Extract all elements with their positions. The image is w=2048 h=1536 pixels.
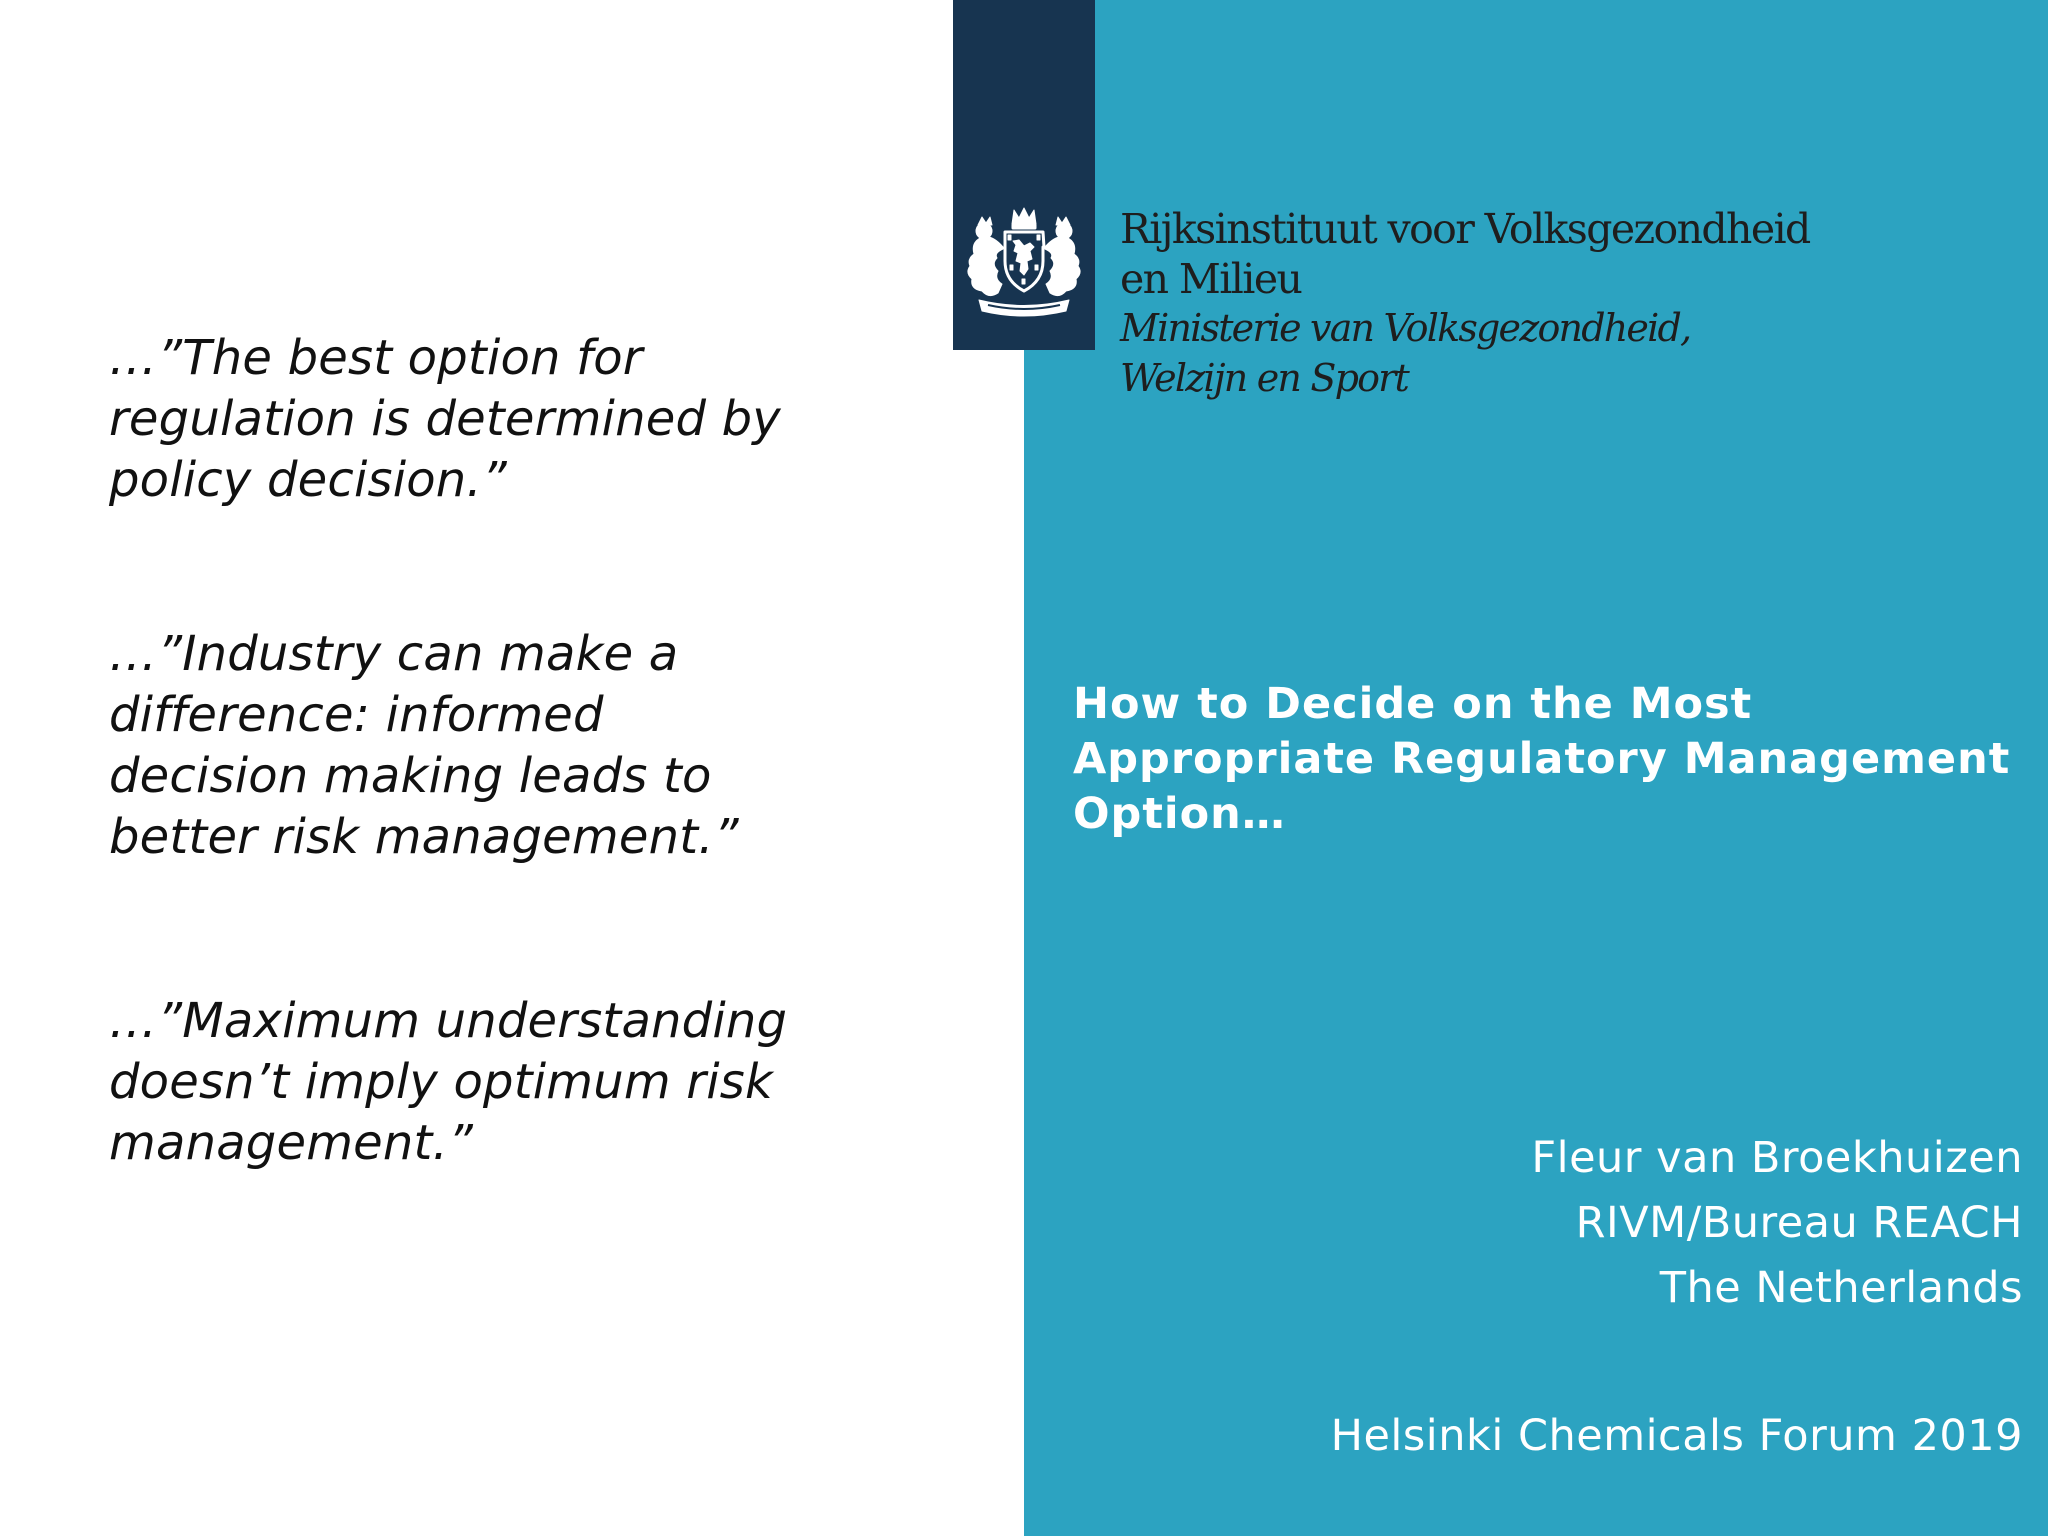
quote-3-line: …”Maximum understanding [109, 993, 788, 1049]
slide-title-line: How to Decide on the Most [1073, 679, 1753, 729]
author-country: The Netherlands [1659, 1263, 2023, 1313]
quote-3-line: management.” [109, 1115, 474, 1171]
quote-3 [109, 991, 929, 1174]
dutch-coat-of-arms-icon [958, 203, 1090, 323]
quote-3-line: doesn’t imply optimum risk [109, 1054, 773, 1110]
quote-1-line: policy decision.” [109, 452, 507, 508]
organization-line-2: en Milieu [1120, 255, 1302, 303]
quote-2-line: difference: informed [109, 687, 604, 743]
quote-1 [109, 328, 929, 511]
slide-title [1073, 677, 2033, 842]
quote-2 [109, 624, 929, 868]
author-name: Fleur van Broekhuizen [1531, 1133, 2023, 1183]
quote-2-line: decision making leads to [109, 748, 712, 804]
ministry-line-1: Ministerie van Volksgezondheid, [1120, 306, 1691, 350]
quote-1-line: regulation is determined by [109, 391, 781, 447]
slide-title-line: Option… [1073, 789, 1286, 839]
slide-title-line: Appropriate Regulatory Management [1073, 734, 2011, 784]
organization-name [1120, 205, 1820, 409]
organization-line-1: Rijksinstituut voor Volksgezondheid [1120, 205, 1810, 253]
event-name: Helsinki Chemicals Forum 2019 [1330, 1411, 2023, 1461]
author-affiliation: RIVM/Bureau REACH [1575, 1198, 2023, 1248]
quote-1-line: …”The best option for [109, 330, 643, 386]
author-info [1123, 1126, 2023, 1321]
quote-2-line: better risk management.” [109, 809, 739, 865]
ministry-line-2: Welzijn en Sport [1120, 356, 1409, 400]
quote-2-line: …”Industry can make a [109, 626, 679, 682]
